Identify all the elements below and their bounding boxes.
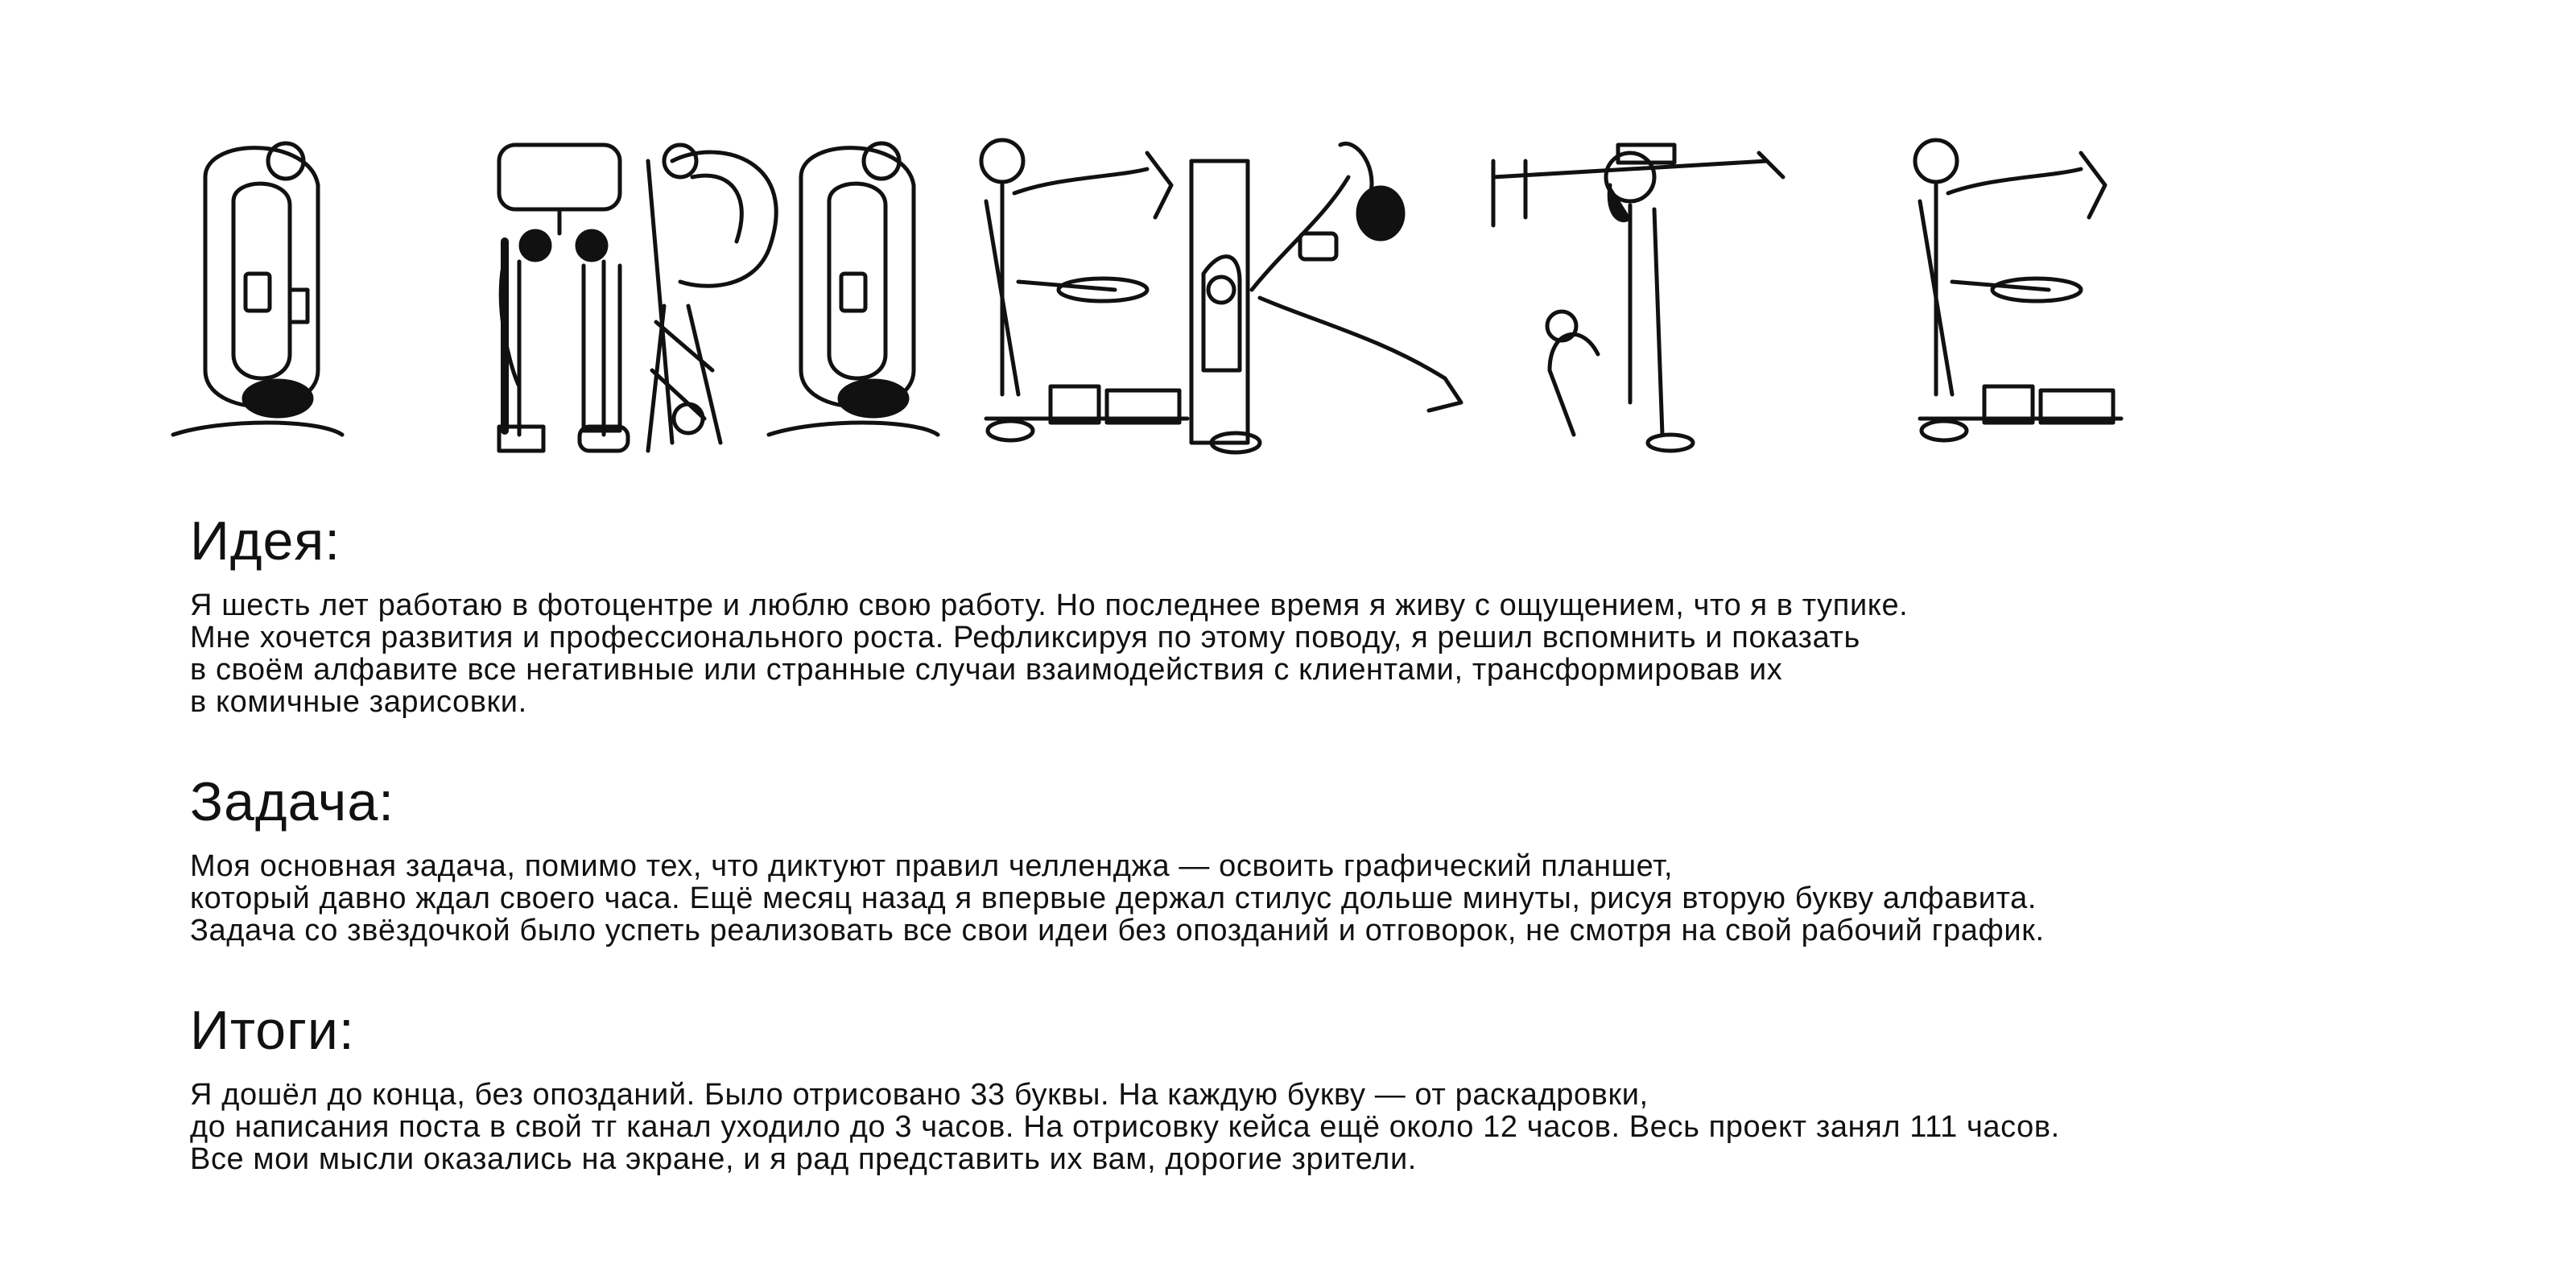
section-task: [190, 771, 2428, 947]
body-line: Мне хочется развития и профессионального роста. Рефликсируя по этому поводу, я решил вспомнить и показать: [190, 621, 1860, 654]
section-heading: Идея:: [190, 510, 341, 572]
section-body: [190, 589, 2428, 718]
letter-k: [1191, 143, 1461, 452]
body-line: Моя основная задача, помимо тех, что диктуют правил челленджа — освоить графический планшет,: [190, 849, 1674, 883]
section-heading: Итоги:: [190, 1000, 355, 1061]
title-lettering-illustration: [157, 129, 2459, 467]
letter-t: [1493, 145, 1783, 451]
section-body: [190, 1079, 2428, 1175]
body-line: Я дошёл до конца, без опозданий. Было отрисовано 33 буквы. На каждую букву — от раскадровки,: [190, 1078, 1649, 1112]
letter-e-2: [1915, 140, 2121, 440]
body-line: Я шесть лет работаю в фотоцентре и люблю свою работу. Но последнее время я живу с ощущением, что я в тупике.: [190, 588, 1909, 622]
letter-o-1: [173, 143, 342, 435]
lettering-art: [157, 129, 2459, 467]
body-line: который давно ждал своего часа. Ещё месяц назад я впервые держал стилус дольше минуты, рисуя вторую букву алфавита.: [190, 881, 2037, 915]
body-line: до написания поста в свой тг канал уходило до 3 часов. На отрисовку кейса ещё около 12 часов. Весь проект занял 111 часов.: [190, 1110, 2060, 1144]
letter-o-2: [769, 143, 938, 435]
section-body: [190, 850, 2428, 947]
body-line: в комичные зарисовки.: [190, 685, 527, 719]
letter-p: [499, 145, 628, 451]
body-line: Задача со звёздочкой было успеть реализовать все свои идеи без опозданий и отговорок, не смотря на свой рабочий график.: [190, 914, 2045, 947]
body-line: в своём алфавите все негативные или странные случаи взаимодействия с клиентами, трансформировав их: [190, 653, 1783, 687]
body-line: Все мои мысли оказались на экране, и я рад представить их вам, дорогие зрители.: [190, 1142, 1417, 1176]
section-idea: [190, 510, 2428, 719]
section-heading: Задача:: [190, 771, 395, 832]
letter-e-1: [981, 140, 1187, 440]
section-results: [190, 1000, 2428, 1176]
letter-r: [648, 145, 776, 451]
